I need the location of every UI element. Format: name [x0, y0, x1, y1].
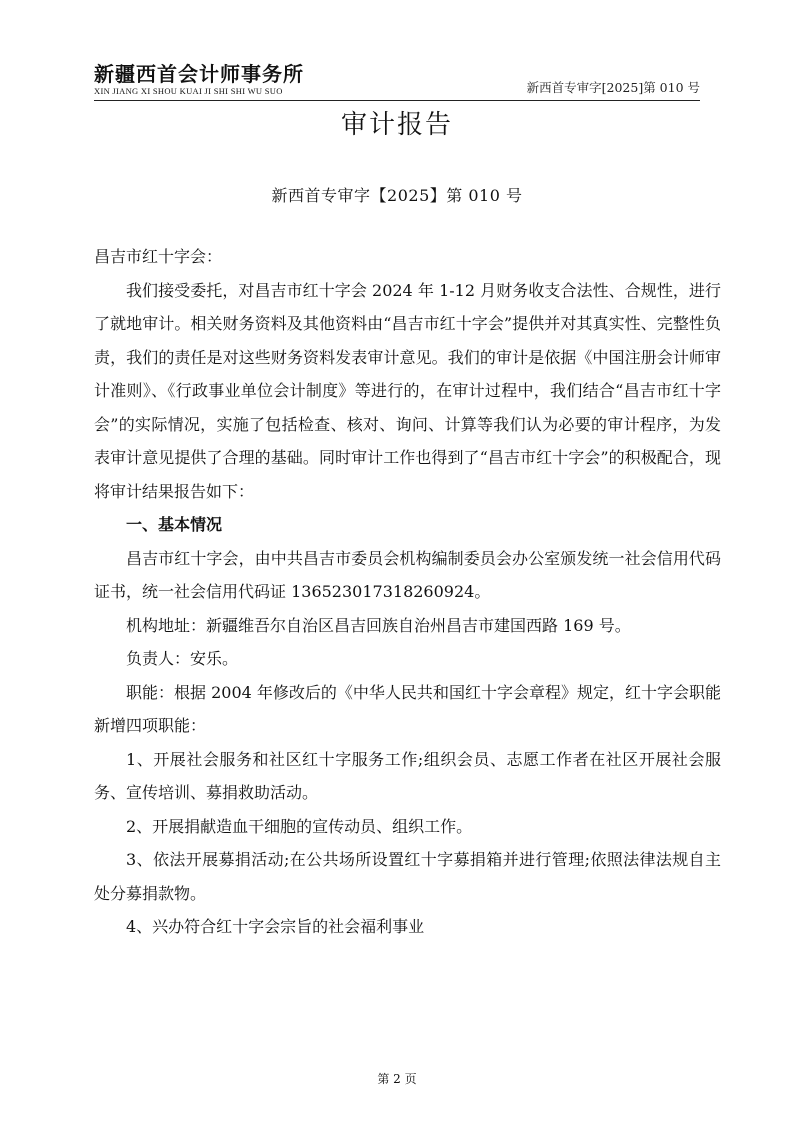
page-number: 第 2 页: [377, 1072, 417, 1086]
intro-paragraph: 我们接受委托，对昌吉市红十字会 2024 年 1-12 月财务收支合法性、合规性，进行了就地审计。相关财务资料及其他资料由“昌吉市红十字会”提供并对其真实性、完整性负责，我们的责任是对这些财务资料发表审计意见。我们的审计是依据《中国注册会计师审计准则》、《行政事业单位会计制度》等进行的，在审计过程中，我们结合“昌吉市红十字会”的实际情况，实施了包括检查、核对、询问、计算等我们认为必要的审计程序，为发表审计意见提供了合理的基础。同时审计工作也得到了“昌吉市红十字会”的积极配合，现将审计结果报告如下：: [94, 280, 721, 501]
section-heading-basic-info: 一、基本情况: [126, 515, 223, 534]
address-paragraph: 机构地址：新疆维吾尔自治区昌吉回族自治州昌吉市建国西路 169 号。: [126, 615, 631, 635]
functions-paragraph: 职能：根据 2004 年修改后的《中华人民共和国红十字会章程》规定，红十字会职能新增四项职能：: [94, 682, 721, 735]
page-header: [94, 58, 700, 102]
report-title: 审计报告: [340, 110, 453, 140]
firm-name-pinyin: XIN JIANG XI SHOU KUAI JI SHI SHI WU SUO: [94, 86, 283, 96]
registration-paragraph: 昌吉市红十字会，由中共昌吉市委员会机构编制委员会办公室颁发统一社会信用代码证书，统一社会信用代码证 13652301731826092​4。: [94, 548, 721, 601]
function-item-4: 4、兴办符合红十字会宗旨的社会福利事业: [126, 917, 425, 936]
header-divider: [94, 100, 700, 101]
function-item-2: 2、开展捐献造血干细胞的宣传动员、组织工作。: [126, 816, 473, 836]
firm-name: 新疆西首会计师事务所: [94, 62, 304, 86]
report-body: [94, 240, 721, 944]
function-item-1: 1、开展社会服务和社区红十字服务工作;组织会员、志愿工作者在社区开展社会服务、宣传培训、募捐救助活动。: [94, 749, 721, 802]
document-number: 新西首专审字【2025】第 010 号: [271, 186, 523, 205]
header-document-number: 新西首专审字[2025]第 010 号: [526, 80, 700, 95]
function-item-3: 3、依法开展募捐活动;在公共场所设置红十字募捐箱并进行管理;依照法律法规自主处分募捐款物。: [94, 850, 721, 903]
addressee: 昌吉市红十字会：: [94, 247, 223, 266]
responsible-person-paragraph: 负责人：安乐。: [126, 649, 239, 668]
